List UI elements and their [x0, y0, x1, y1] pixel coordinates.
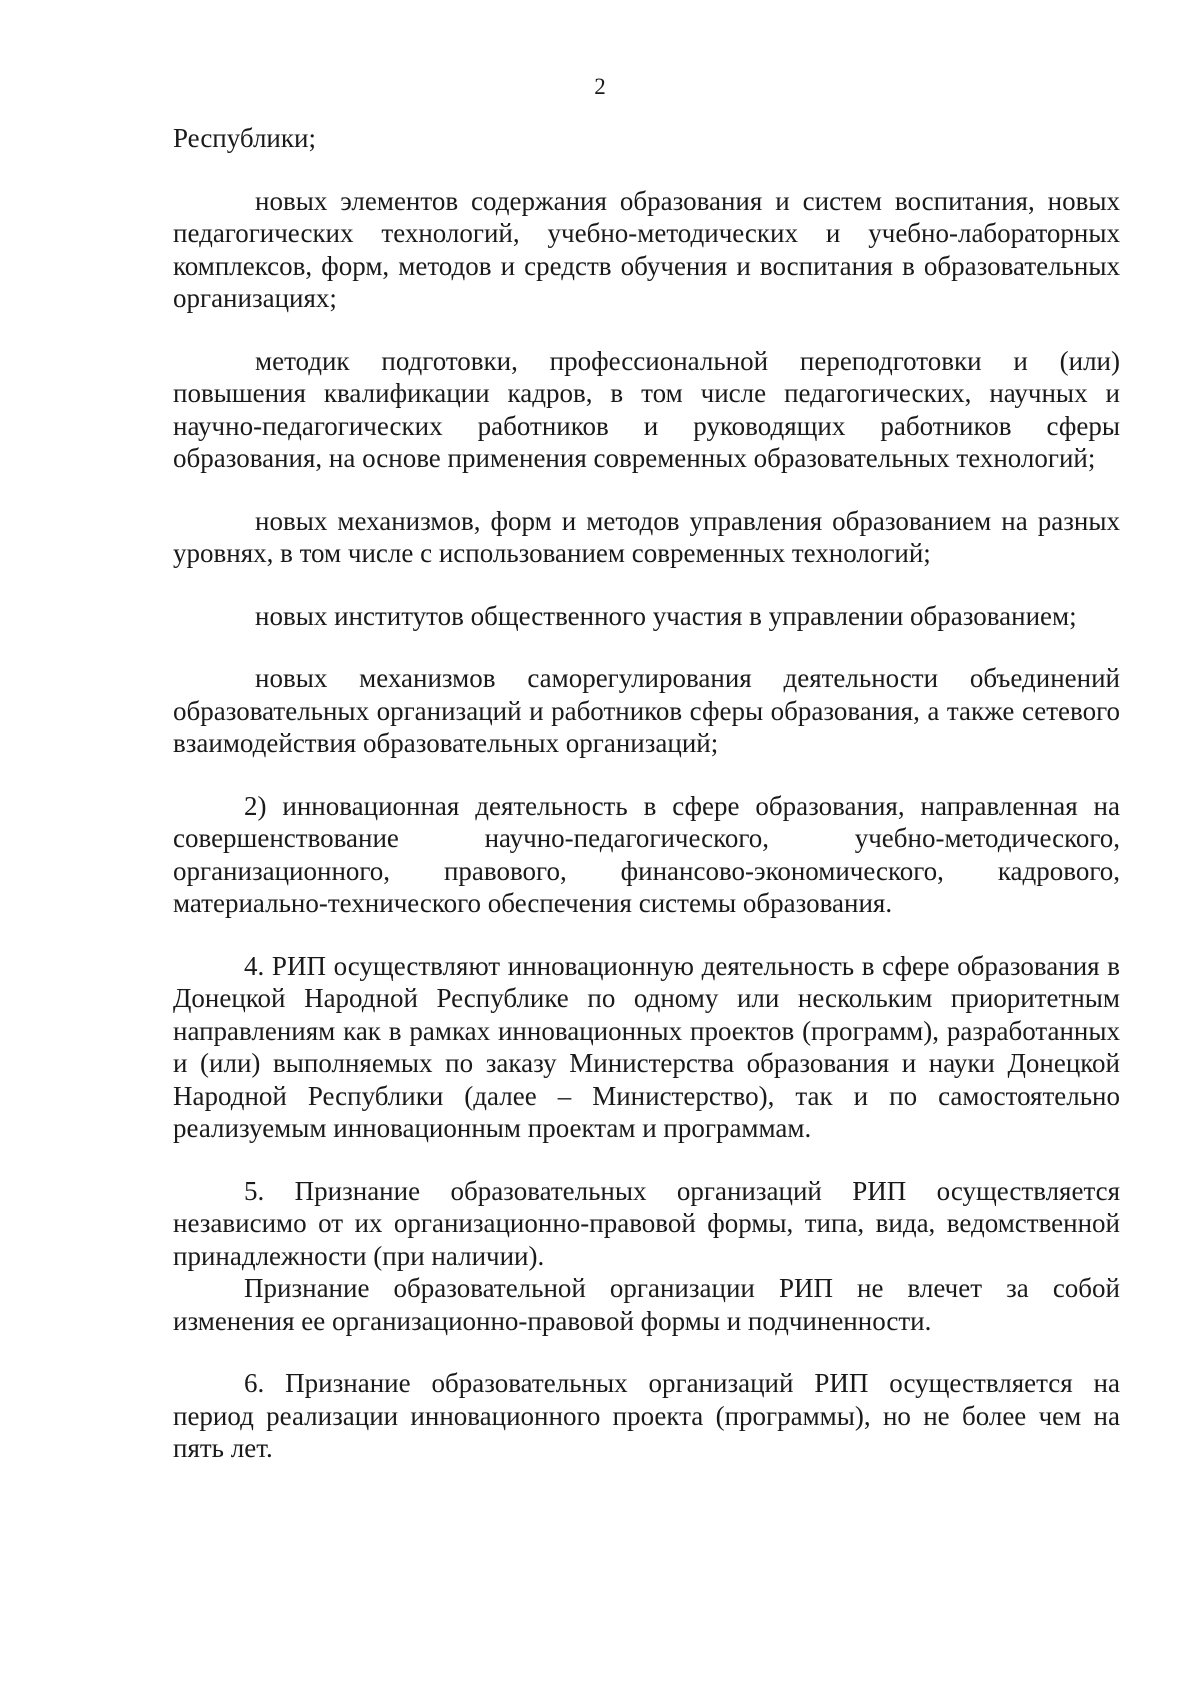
paragraph-item-5-continued: Признание образовательной организации РИП не влечет за собой изменения ее организационно-правовой формы и подчиненности.: [173, 1273, 1120, 1336]
paragraph-new-content-elements: новых элементов содержания образования и систем воспитания, новых педагогических технологий, учебно-методических и учебно-лабораторных комплексов, форм, методов и средств обучения и воспитания в образовательных организациях;: [173, 185, 1120, 313]
document-body: [173, 122, 1120, 1465]
paragraph-item-4: 4. РИП осуществляют инновационную деятельность в сфере образования в Донецкой Народной Республике по одному или нескольким приоритетным направлениям как в рамках инновационных проектов (программ), разработанных и (или) выполняемых по заказу Министерства образования и науки Донецкой Народной Республики (далее – Министерство), так и по самостоятельно реализуемым инновационным проектам и программам.: [173, 950, 1120, 1143]
page-number: 2: [594, 74, 606, 99]
paragraph-public-participation: новых институтов общественного участия в управлении образованием;: [255, 600, 1077, 631]
paragraph-self-regulation: новых механизмов саморегулирования деятельности объединений образовательных организаций и работников сферы образования, а также сетевого взаимодействия образовательных организаций;: [173, 663, 1120, 758]
paragraph-item-2: 2) инновационная деятельность в сфере образования, направленная на совершенствование научно-педагогического, учебно-методического, организационного, правового, финансово-экономического, кадрового, материально-технического обеспечения системы образования.: [173, 790, 1120, 918]
paragraph-republic-end: Республики;: [173, 123, 316, 153]
paragraph-item-5: 5. Признание образовательных организаций РИП осуществляется независимо от их организационно-правовой формы, типа, вида, ведомственной принадлежности (при наличии).: [173, 1175, 1120, 1271]
paragraph-training-methods: методик подготовки, профессиональной переподготовки и (или) повышения квалификации кадров, в том числе педагогических, научных и научно-педагогических работников и руководящих работников сферы образования, на основе применения современных образовательных технологий;: [173, 345, 1120, 473]
paragraph-management-mechanisms: новых механизмов, форм и методов управления образованием на разных уровнях, в том числе с использованием современных технологий;: [173, 505, 1120, 568]
paragraph-item-6: 6. Признание образовательных организаций РИП осуществляется на период реализации инновационного проекта (программы), но не более чем на пять лет.: [173, 1368, 1120, 1463]
